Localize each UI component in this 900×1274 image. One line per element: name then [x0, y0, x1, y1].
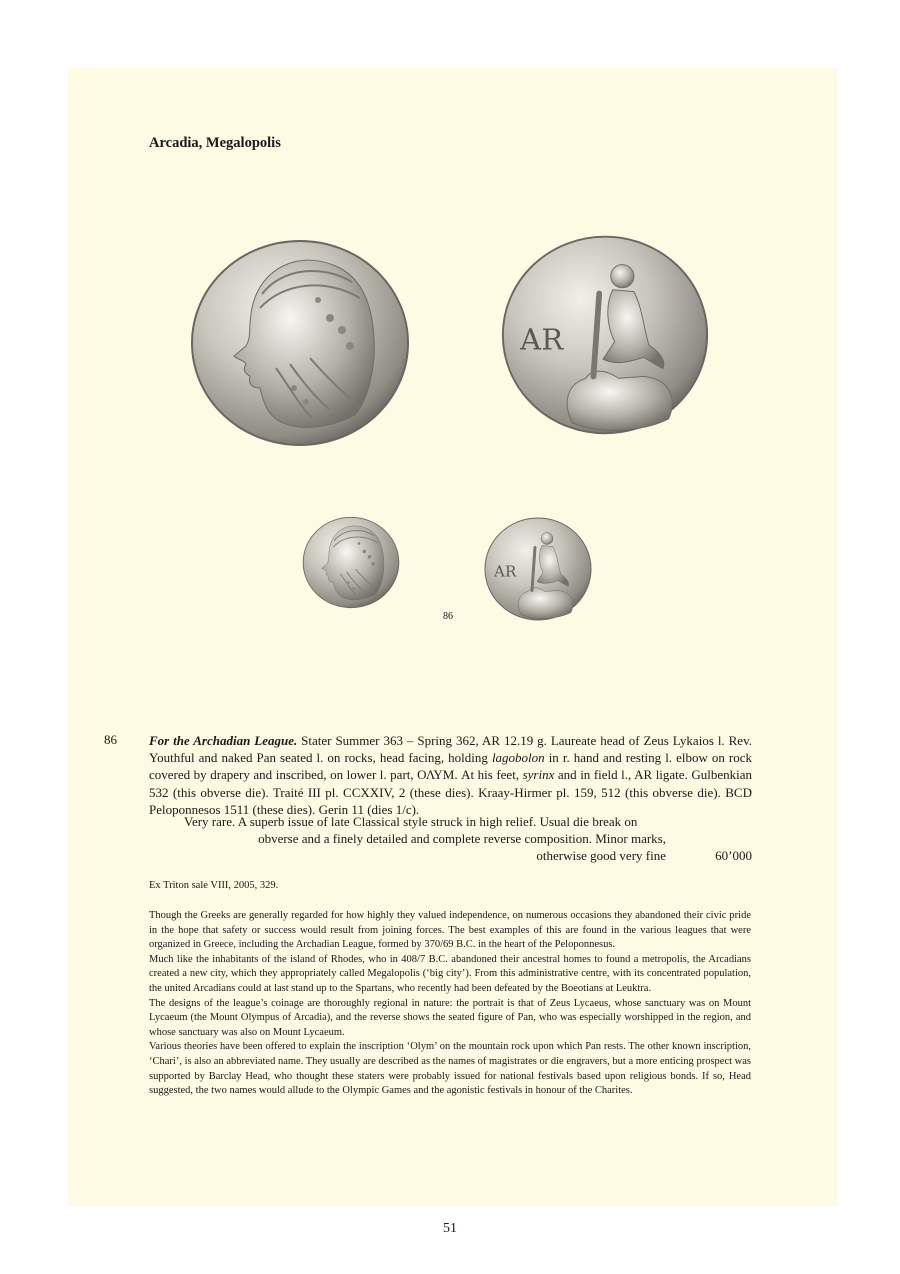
essay-paragraph: Much like the inhabitants of the island of Rhodes, who in 408/7 B.C. abandoned their ancestral homes to found a metropolis, the Arcadians created a new city, which they appropriately called Megalopolis (‘big city’). From this administrative centre, with its concentrated population, the united Arcadians could at last stand up to the Spartans, who recently had been defeated by the Boeotians at Leuktra.: [149, 953, 751, 994]
condition-line: obverse and a finely detailed and complete reverse composition. Minor marks,: [258, 831, 666, 846]
condition-line: Very rare. A superb issue of late Classical style struck in high relief. Usual die break on: [184, 814, 638, 829]
page-number: 51: [443, 1221, 457, 1236]
lot-desc-part: Stater Summer 363 – Spring 362, AR 12.19 g. Laureate head of Zeus Lykaios l. Rev. Youthful and naked Pan seated l. on rocks, head facing, holding: [149, 733, 752, 766]
section-title: Arcadia, Megalopolis: [149, 135, 281, 151]
lot-price: 60’000: [715, 848, 752, 863]
lot-desc-italic: lagobolon: [491, 750, 545, 766]
lot-title: For the Archadian League.: [149, 733, 298, 748]
lot-desc-part: and in field l., AR ligate. Gulbenkian 532 (this obverse die). Traité III pl. CCXXIV, 2 (these dies). Kraay-Hirmer pl. 159, 512 (this obverse die). BCD Peloponnesos 1511 (these dies). Gerin 11 (dies 1/c).: [149, 767, 752, 817]
coin-obverse-small: [302, 516, 400, 609]
lot-description: [149, 732, 752, 818]
lot-desc-part: in r. hand and resting l. elbow on rock covered by drapery and inscribed, on lower l. part, ΟΛΥΜ. At his feet,: [149, 750, 752, 783]
essay-paragraph: Though the Greeks are generally regarded for how highly they valued independence, on numerous occasions they abandoned their civic pride in the hope that safety or success would result from joining forces. The best examples of this are found in the various leagues that were organized in Greece, including the Archadian League, formed by 370/69 B.C. in the heart of the Peloponnesus.: [149, 910, 751, 951]
coin-obverse-large: [189, 238, 411, 448]
lot-desc-italic: syrinx: [522, 767, 555, 783]
condition-line: otherwise good very fine: [536, 848, 666, 863]
figure-number: 86: [443, 611, 453, 622]
essay: [149, 909, 751, 1099]
lot-number: 86: [104, 732, 117, 747]
provenance: Ex Triton sale VIII, 2005, 329.: [149, 880, 279, 891]
essay-paragraph: Various theories have been offered to explain the inscription ‘Olym’ on the mountain rock upon which Pan rests. The other known inscription, ‘Chari’, is also an abbreviated name. They usually are described as the names of magistrates or die engravers, but a more enticing prospect was supported by Barclay Head, who thought these staters were probably issued for national festivals based upon religious bonds. If so, Head suggested, the two names would allude to the Olympic Games and the agonistic festivals in honour of the Charites.: [149, 1041, 751, 1097]
coin-reverse-small: [483, 515, 593, 623]
essay-paragraph: The designs of the league’s coinage are thoroughly regional in nature: the portrait is that of Zeus Lycaeus, whose sanctuary was on Mount Lycaeum (the Mount Olympus of Arcadia), and the reverse shows the seated figure of Pan, who was especially worshipped in the region, and whose sanctuary was also on Mount Lycaeum.: [149, 997, 751, 1038]
coin-reverse-large: [499, 230, 711, 440]
